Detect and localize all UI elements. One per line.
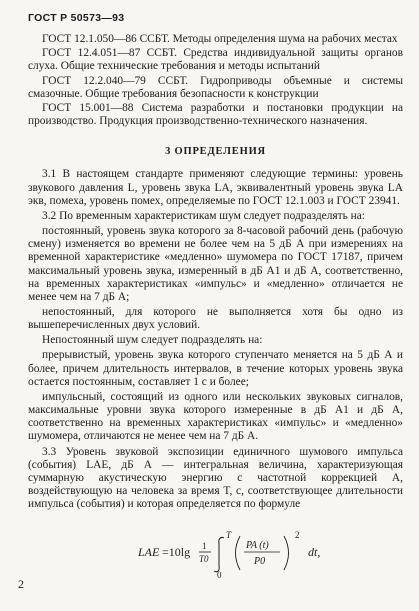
formula-equals-log: =10lg [162, 545, 191, 559]
exposure-formula [138, 526, 418, 580]
paragraph-3-2: 3.2 По временным характеристикам шум следует подразделять на: [42, 209, 365, 222]
paragraph-impulse-noise: импульсный, состоящий из одного или нескольких звуковых сигналов, максимальные уровни звука которого измеренные в дБ А1 и дБ А, соответственно на временных характеристиках «импульс» и «медленно» шумомера, отличаются не менее чем на 7 дБ А. [28, 390, 403, 443]
paragraph-3-3: 3.3 Уровень звуковой экспозиции единичного шумового импульса (события) LAE, дБ А — интегральная величина, характеризующая суммарную акустическую энергию с частотной коррекцией А, воздействующую на человека за время T, с, соответствующее длительности импульса (события) и которая определяется по формуле [28, 445, 403, 511]
formula-power: 2 [295, 530, 300, 540]
reference-gost-12-4-051: ГОСТ 12.4.051—87 ССБТ. Средства индивидуальной защиты органов слуха. Общие технические требования и методы испытаний [28, 47, 403, 73]
formula-right-paren [284, 536, 289, 570]
formula-frac-numerator: 1 [202, 541, 207, 551]
paragraph-3-1: 3.1 В настоящем стандарте применяют следующие термины: уровень звукового давления L, уровень звука LA, эквивалентный уровень звука LA экв, помеха, уровень помех, определяемые по ГОСТ 12.1.003 и ГОСТ 23941. [28, 168, 403, 207]
reference-gost-15-001: ГОСТ 15.001—88 Система разработки и постановки продукции на производство. Продукция производственно-технического назначения. [28, 102, 403, 128]
reference-gost-12-2-040: ГОСТ 12.2.040—79 ССБТ. Гидроприводы объемные и системы смазочные. Общие требования безопасности к конструкции [28, 74, 403, 100]
formula-inner-numerator: PA (t) [246, 540, 269, 551]
paragraph-nonconstant-types: Непостоянный шум следует подразделять на: [42, 334, 263, 347]
section-title: 3 ОПРЕДЕЛЕНИЯ [165, 146, 266, 158]
formula-inner-denominator: P0 [254, 556, 266, 567]
formula-int-upper: T [226, 530, 232, 540]
integral-sign [214, 537, 224, 571]
formula-left-paren [236, 536, 241, 570]
paragraph-intermittent-noise: прерывистый, уровень звука которого ступенчато меняется на 5 дБ А и более, причем длительность интервалов, в течение которых уровень звука остается постоянным, составляет 1 с и более; [28, 349, 403, 388]
formula-tail: dt, [308, 545, 321, 559]
paragraph-nonconstant-noise: непостоянный, для которого не выполняется хотя бы одно из вышеперечисленных двух условий. [28, 305, 403, 332]
document-header: ГОСТ Р 50573—93 [28, 12, 125, 24]
reference-gost-12-1-050: ГОСТ 12.1.050—86 ССБТ. Методы определения шума на рабочих местах [42, 33, 398, 45]
formula-frac-denominator: T0 [199, 554, 209, 564]
paragraph-constant-noise: постоянный, уровень звука которого за 8-часовой рабочий день (рабочую смену) изменяется во времени не более чем на 5 дБ А при измерениях на временной характеристике «медленно» шумомера по ГОСТ 17187, причем максимальный уровень звука, измеренный в дБ А1 и дБ А, соответственно, на временных характеристиках «импульс» и «медленно» отличается не менее чем на 7 дБ А; [28, 225, 403, 303]
page-number: 2 [18, 577, 24, 591]
formula-int-lower: 0 [217, 570, 222, 580]
formula-lhs: LAE [138, 545, 160, 559]
